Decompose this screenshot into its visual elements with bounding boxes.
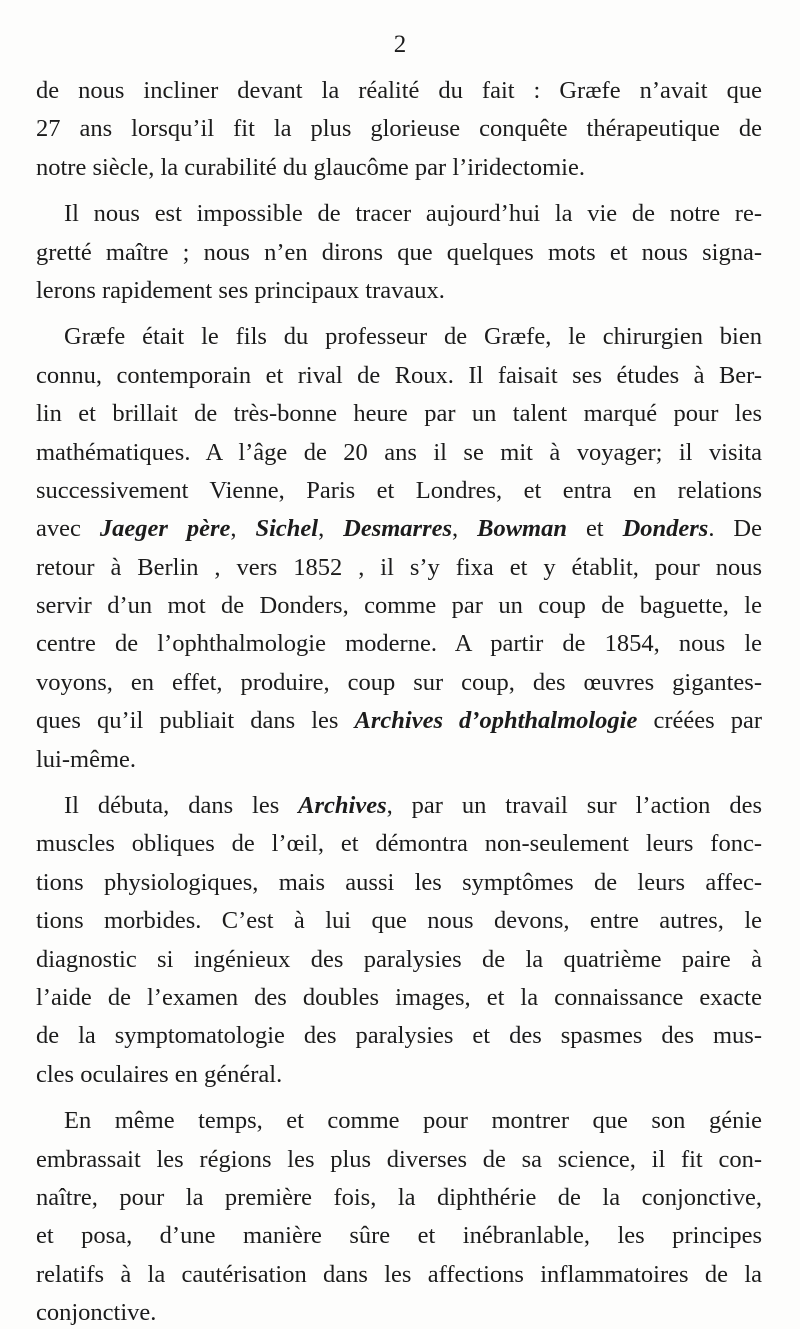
text-line: connu, contemporain et rival de Roux. Il faisait ses études à Ber- (36, 361, 762, 389)
body-text (36, 72, 762, 1341)
name-sichel: Sichel (255, 515, 319, 543)
text-line: notre siècle, la curabilité du glaucôme par l’iridectomie. (36, 153, 585, 181)
text-line: Græfe était le fils du professeur de Græfe, le chirurgien bien (64, 323, 762, 351)
text-line: de nous incliner devant la réalité du fait : Græfe n’avait que (36, 77, 762, 104)
paragraph-1 (36, 72, 762, 187)
text-line: lerons rapidement ses principaux travaux. (36, 276, 445, 304)
text-line: 27 ans lorsqu’il fit la plus glorieuse conquête thérapeutique de (36, 115, 762, 143)
paragraph-3 (36, 318, 762, 779)
text-fragment: avec (36, 515, 81, 543)
text-fragment: . (708, 515, 715, 543)
text-line: voyons, en effet, produire, coup sur coup, des œuvres gigantes- (36, 668, 762, 696)
text-line: lui-même. (36, 745, 137, 773)
text-line: mathématiques. A l’âge de 20 ans il se mit à voyager; il visita (36, 438, 762, 466)
journal-title-short: Archives (298, 792, 387, 820)
journal-title: Archives d’ophthalmologie (354, 707, 638, 735)
text-line: gretté maître ; nous n’en dirons que quelques mots et nous signa- (36, 238, 762, 266)
text-line: retour à Berlin , vers 1852 , il s’y fixa et y établit, pour nous (36, 553, 762, 581)
text-fragment: De (733, 515, 762, 543)
text-line-archives (36, 702, 762, 740)
text-fragment: , (318, 515, 325, 543)
text-fragment: ques qu’il publiait dans les (36, 707, 339, 735)
text-line: muscles obliques de l’œil, et démontra non-seulement leurs fonc- (36, 830, 762, 858)
text-line: lin et brillait de très-bonne heure par un talent marqué pour les (36, 400, 762, 428)
paragraph-4 (36, 787, 762, 1094)
text-fragment: , (230, 515, 237, 543)
name-bowman: Bowman (477, 515, 567, 543)
text-line-names (36, 510, 762, 548)
name-desmarres: Desmarres (343, 515, 453, 543)
text-line: Il nous est impossible de tracer aujourd’hui la vie de notre re- (64, 200, 762, 228)
text-fragment: , par un travail sur l’action des (386, 792, 762, 820)
name-jaeger: Jaeger père (99, 515, 231, 543)
paragraph-2 (36, 195, 762, 310)
text-line: servir d’un mot de Donders, comme par un coup de baguette, le (36, 592, 762, 620)
text-line: naître, pour la première fois, la diphthérie de la conjonctive, (36, 1183, 762, 1211)
text-line-archives-2 (36, 787, 762, 825)
text-line: tions morbides. C’est à lui que nous devons, entre autres, le (36, 907, 762, 935)
text-fragment: Il débuta, dans les (64, 792, 280, 820)
text-line: et posa, d’une manière sûre et inébranlable, les principes (36, 1222, 762, 1250)
text-line: tions physiologiques, mais aussi les symptômes de leurs affec- (36, 868, 762, 896)
text-fragment: créées par (653, 707, 762, 735)
paragraph-5 (36, 1102, 762, 1332)
text-line: En même temps, et comme pour montrer que son génie (64, 1107, 762, 1135)
text-line: de la symptomatologie des paralysies et des spasmes des mus- (36, 1022, 762, 1050)
page-number: 2 (393, 31, 407, 58)
text-fragment: et (585, 515, 604, 543)
text-line: cles oculaires en général. (36, 1060, 283, 1088)
text-line: diagnostic si ingénieux des paralysies de la quatrième paire à (36, 945, 762, 973)
text-line: relatifs à la cautérisation dans les affections inflammatoires de la (36, 1260, 762, 1288)
name-donders: Donders (622, 515, 709, 543)
text-line: conjonctive. (36, 1299, 157, 1327)
text-line: centre de l’ophthalmologie moderne. A partir de 1854, nous le (36, 630, 762, 658)
text-fragment: , (452, 515, 459, 543)
text-line: successivement Vienne, Paris et Londres, et entra en relations (36, 476, 762, 504)
text-line: l’aide de l’examen des doubles images, et la connaissance exacte (36, 983, 762, 1011)
text-line: embrassait les régions les plus diverses de sa science, il fit con- (36, 1145, 762, 1173)
